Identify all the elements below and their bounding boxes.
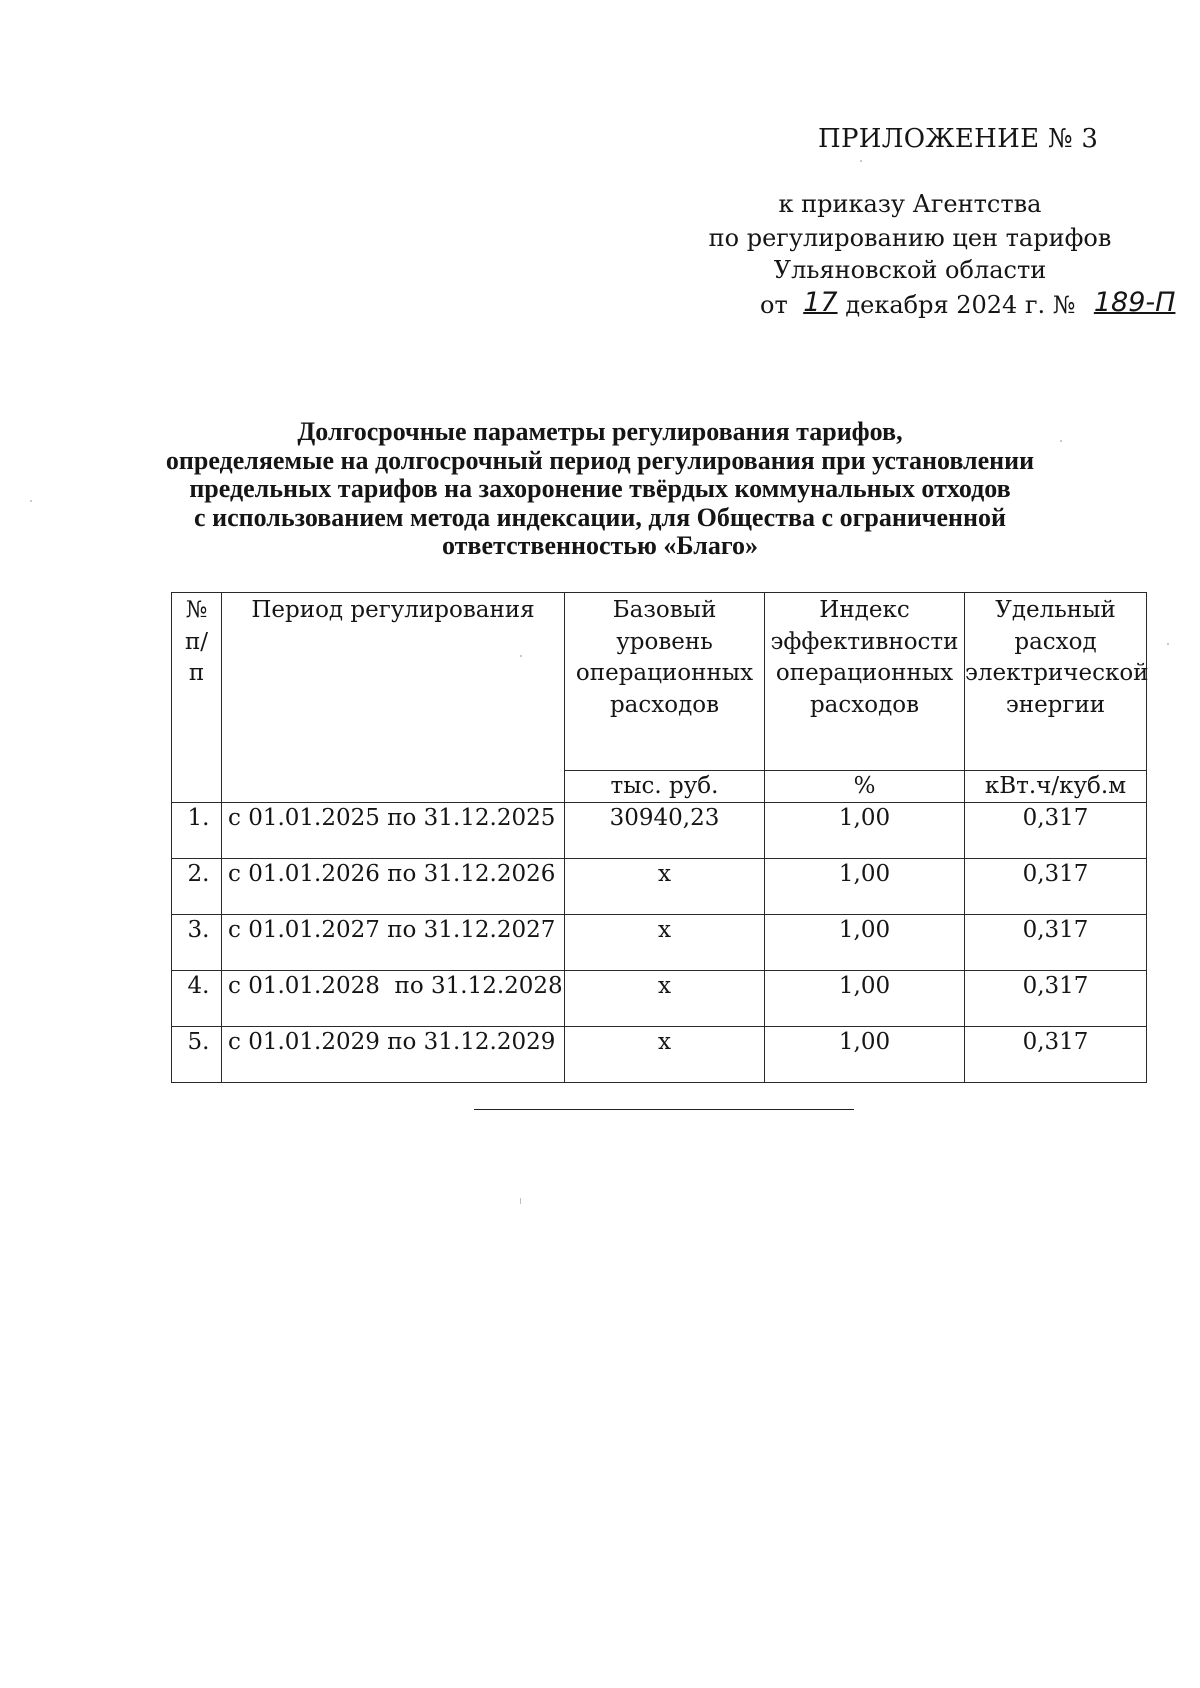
- row-num: 2.: [172, 859, 222, 915]
- order-ref-line-1: к приказу Агентства: [778, 190, 1042, 218]
- title-line-1: Долгосрочные параметры регулирования тарифов,: [297, 417, 903, 446]
- row-specific: 0,317: [965, 971, 1147, 1027]
- row-specific: 0,317: [965, 803, 1147, 859]
- table-row: [172, 971, 1147, 1027]
- scan-speck: [520, 655, 522, 657]
- order-date-number: [760, 289, 1182, 320]
- table-row: [172, 915, 1147, 971]
- row-index: 1,00: [765, 1027, 965, 1083]
- document-title: [150, 418, 1050, 561]
- scan-speck: [1167, 643, 1169, 645]
- header-base-level: Базовый уровень операционных расходов: [565, 593, 765, 771]
- row-index: 1,00: [765, 859, 965, 915]
- row-num: 4.: [172, 971, 222, 1027]
- header-period: Период регулирования: [222, 593, 565, 803]
- appendix-title: ПРИЛОЖЕНИЕ № 3: [818, 124, 1099, 154]
- scan-speck: [860, 160, 862, 162]
- row-period: с 01.01.2026 по 31.12.2026: [222, 859, 565, 915]
- unit-index: %: [765, 771, 965, 803]
- header-efficiency-index: Индекс эффективности операционных расходов: [765, 593, 965, 771]
- parameters-table: [171, 592, 1147, 1083]
- table-header-row: [172, 593, 1147, 771]
- row-period: с 01.01.2029 по 31.12.2029: [222, 1027, 565, 1083]
- title-line-2: определяемые на долгосрочный период регулирования при установлении: [165, 445, 1035, 475]
- row-specific: 0,317: [965, 915, 1147, 971]
- bottom-rule: [474, 1109, 854, 1110]
- order-date-text: декабря 2024 г. №: [845, 291, 1076, 319]
- row-num: 3.: [172, 915, 222, 971]
- handwritten-order-number: 189-П: [1093, 287, 1176, 318]
- row-period: с 01.01.2028 по 31.12.2028: [222, 971, 565, 1027]
- row-specific: 0,317: [965, 1027, 1147, 1083]
- row-num: 1.: [172, 803, 222, 859]
- row-index: 1,00: [765, 971, 965, 1027]
- header-specific-consumption: Удельный расход электрической энергии: [965, 593, 1147, 771]
- row-specific: 0,317: [965, 859, 1147, 915]
- row-period: с 01.01.2027 по 31.12.2027: [222, 915, 565, 971]
- scan-speck: [1060, 440, 1062, 442]
- header-num: № п/ п: [172, 593, 222, 803]
- handwritten-day: 17: [803, 287, 838, 318]
- table-row: [172, 859, 1147, 915]
- scan-speck: [30, 500, 32, 502]
- title-line-4: с использованием метода индексации, для Общества с ограниченной: [194, 502, 1006, 532]
- scan-speck: [520, 1198, 521, 1204]
- row-period: с 01.01.2025 по 31.12.2025: [222, 803, 565, 859]
- row-base: х: [565, 1027, 765, 1083]
- row-base: 30940,23: [565, 803, 765, 859]
- row-index: 1,00: [765, 915, 965, 971]
- title-line-5: ответственностью «Благо»: [442, 531, 758, 560]
- order-ref-line-3: Ульяновской области: [773, 256, 1047, 284]
- row-base: х: [565, 971, 765, 1027]
- unit-specific: кВт.ч/куб.м: [965, 771, 1147, 803]
- order-ref-line-2: по регулированию цен тарифов: [708, 224, 1112, 252]
- table-row: [172, 1027, 1147, 1083]
- unit-base: тыс. руб.: [565, 771, 765, 803]
- row-base: х: [565, 859, 765, 915]
- order-prefix: от: [760, 291, 788, 319]
- row-num: 5.: [172, 1027, 222, 1083]
- row-index: 1,00: [765, 803, 965, 859]
- table-row: [172, 803, 1147, 859]
- row-base: х: [565, 915, 765, 971]
- title-line-3: предельных тарифов на захоронение твёрдых коммунальных отходов: [189, 474, 1011, 503]
